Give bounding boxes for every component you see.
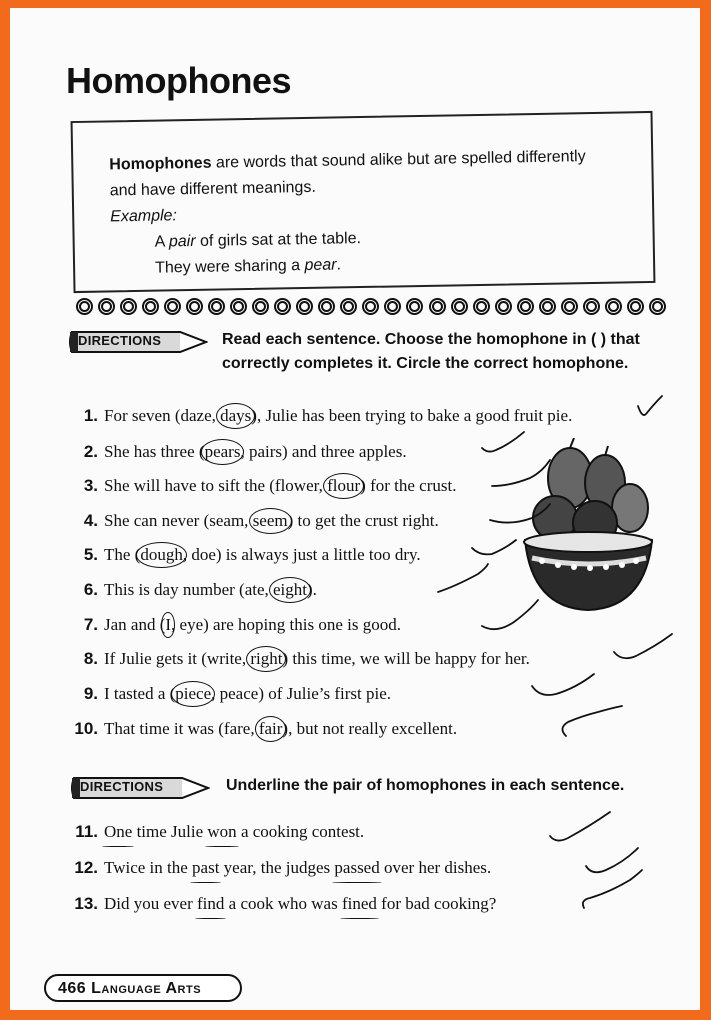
item-text: She can never (seam, <box>104 511 253 530</box>
item-text: a cook who was <box>224 894 342 913</box>
item-number: 6. <box>83 580 98 599</box>
item-text: a cooking contest. <box>236 822 365 841</box>
item-text: year, the judges <box>219 858 335 877</box>
definition-term: Homophones <box>109 154 212 174</box>
item-text: , eye) are hoping this one is good. <box>171 615 401 634</box>
check-mark-11 <box>550 812 610 841</box>
page-footer <box>44 974 242 1002</box>
decorative-dot <box>142 298 159 315</box>
example-1-post: of girls sat at the table. <box>195 230 362 250</box>
underlined-word: find <box>197 894 225 913</box>
underlined-word: fined <box>341 894 377 913</box>
item-text: Did you ever <box>104 894 198 913</box>
decorative-dot <box>406 298 423 315</box>
item-text: time Julie <box>132 822 208 841</box>
check-mark-9 <box>532 674 594 695</box>
check-mark-12 <box>586 848 638 872</box>
example-1-pre: A <box>154 233 170 251</box>
underlined-word: won <box>207 822 237 841</box>
item-text: ), but not really excellent. <box>282 719 458 738</box>
item-text: , doe) is always just a little too dry. <box>182 545 421 564</box>
decorative-dot <box>318 298 335 315</box>
item-text: ) for the crust. <box>360 476 457 495</box>
directions-label: DIRECTIONS <box>80 779 164 794</box>
directions-text-1 <box>222 328 640 376</box>
underlined-word: past <box>192 858 220 877</box>
decorative-dot <box>98 298 115 315</box>
circled-answer: right <box>250 649 283 668</box>
decorative-dot <box>583 298 600 315</box>
list-item <box>74 476 456 496</box>
circled-answer: seem <box>252 511 288 530</box>
list-item <box>74 545 421 565</box>
list-item <box>74 858 491 878</box>
page-number: 466 <box>58 980 87 997</box>
decorative-dot <box>340 298 357 315</box>
item-number: 3. <box>83 476 98 495</box>
list-item <box>74 615 401 635</box>
list-item <box>74 684 391 704</box>
item-text: This is day number (ate, <box>104 580 274 599</box>
directions-badge-2 <box>70 776 210 800</box>
decorative-dot <box>495 298 512 315</box>
item-text: That time it was (fare, <box>104 719 259 738</box>
example-1-word: pair <box>168 232 196 251</box>
item-text: If Julie gets it (write, <box>104 649 251 668</box>
example-2-pre: They were sharing a <box>154 257 305 277</box>
example-label-text: Example: <box>110 207 178 226</box>
check-mark-1 <box>638 396 662 415</box>
decorative-dot <box>627 298 644 315</box>
item-number: 12. <box>74 858 98 877</box>
item-number: 7. <box>83 615 98 634</box>
example-2-post: . <box>336 256 342 274</box>
decorative-dot <box>296 298 313 315</box>
circled-answer: eight <box>273 580 308 599</box>
directions-text-2: Underline the pair of homophones in each sentence. <box>226 777 625 794</box>
example-2-word: pear <box>304 256 337 275</box>
item-number: 4. <box>83 511 98 530</box>
list-item <box>74 649 530 669</box>
circled-answer: flour <box>327 476 361 495</box>
item-text: ). <box>307 580 317 599</box>
directions-1-line-2: correctly completes it. Circle the correct homophone. <box>222 355 629 372</box>
decorative-dot <box>539 298 556 315</box>
circled-answer: days <box>220 406 252 425</box>
fruit-bowl-illustration <box>510 438 660 618</box>
page-title: Homophones <box>66 60 291 101</box>
circled-answer: piece <box>175 684 212 703</box>
item-text: , pairs) and three apples. <box>240 442 407 461</box>
item-text: over her dishes. <box>379 858 492 877</box>
circled-answer: dough <box>140 545 183 564</box>
item-text: She has three ( <box>104 442 205 461</box>
decorative-dot <box>561 298 578 315</box>
item-text: The ( <box>104 545 141 564</box>
item-number: 11. <box>75 822 98 841</box>
item-text: For seven (daze, <box>104 406 221 425</box>
item-text: Twice in the <box>104 858 193 877</box>
circled-answer: pears <box>204 442 241 461</box>
underlined-word: passed <box>334 858 380 877</box>
circled-answer: I <box>165 615 172 634</box>
decorative-dot <box>252 298 269 315</box>
decorative-dot <box>451 298 468 315</box>
section-label: Language Arts <box>91 980 202 997</box>
list-item <box>74 719 457 739</box>
decorative-dot <box>76 298 93 315</box>
decorative-dot <box>274 298 291 315</box>
list-item <box>74 822 364 842</box>
item-number: 2. <box>83 442 98 461</box>
item-text: ), Julie has been trying to bake a good fruit pie. <box>251 406 573 425</box>
check-mark-8 <box>614 634 672 658</box>
check-mark-13 <box>583 870 642 908</box>
decorative-dot <box>649 298 666 315</box>
check-mark-10 <box>562 706 622 736</box>
decorative-dot <box>164 298 181 315</box>
definition-line-2: and have different meanings. <box>109 178 316 200</box>
decorative-dot <box>186 298 203 315</box>
definition-text: are words that sound alike but are spelled differently <box>211 148 586 172</box>
decorative-dot <box>517 298 534 315</box>
decorative-dot <box>362 298 379 315</box>
decorative-dot <box>230 298 247 315</box>
item-number: 13. <box>74 894 98 913</box>
item-number: 9. <box>83 684 98 703</box>
item-text: Jan and ( <box>104 615 166 634</box>
worksheet-page <box>10 8 700 1010</box>
list-item <box>74 406 572 426</box>
list-item <box>74 894 496 914</box>
item-text: ) to get the crust right. <box>287 511 439 530</box>
item-text: for bad cooking? <box>376 894 497 913</box>
list-item <box>74 511 439 531</box>
decorative-dot-border <box>76 298 666 318</box>
definition-box <box>71 111 656 293</box>
decorative-dot <box>208 298 225 315</box>
item-text: , peace) of Julie’s first pie. <box>211 684 391 703</box>
item-number: 10. <box>74 719 98 738</box>
decorative-dot <box>384 298 401 315</box>
item-number: 1. <box>83 406 98 425</box>
underlined-word: One <box>104 822 133 841</box>
decorative-dot <box>120 298 137 315</box>
directions-badge-1 <box>68 330 208 354</box>
item-number: 8. <box>83 649 98 668</box>
directions-label: DIRECTIONS <box>78 333 162 348</box>
item-text: She will have to sift the (flower, <box>104 476 328 495</box>
list-item <box>74 442 407 462</box>
item-text: ) this time, we will be happy for her. <box>282 649 530 668</box>
item-number: 5. <box>83 545 98 564</box>
circled-answer: fair <box>258 719 283 738</box>
check-mark-6 <box>438 564 488 592</box>
decorative-dot <box>605 298 622 315</box>
item-text: I tasted a ( <box>104 684 176 703</box>
decorative-dot <box>473 298 490 315</box>
decorative-dot <box>429 298 446 315</box>
directions-1-line-1: Read each sentence. Choose the homophone in ( ) that <box>222 331 640 348</box>
list-item <box>74 580 317 600</box>
